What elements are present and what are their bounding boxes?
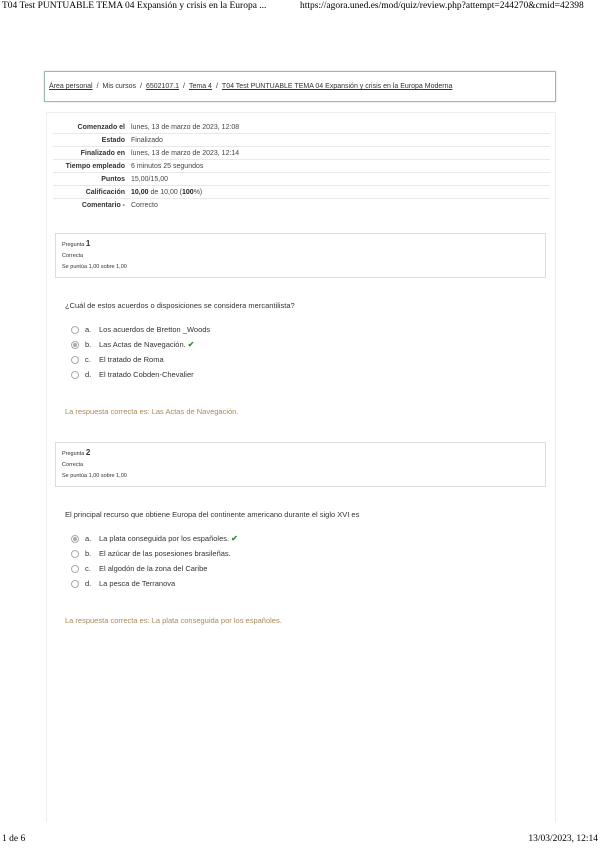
checkmark-icon: ✔ [231, 534, 238, 543]
summary-value: 6 minutos 25 segundos [131, 162, 204, 170]
summary-row-feedback [53, 199, 550, 212]
radio-button[interactable] [71, 550, 79, 558]
answer-option [71, 546, 238, 561]
breadcrumb-separator: / [215, 83, 218, 90]
summary-label: Comenzado el [77, 123, 125, 131]
radio-button[interactable] [71, 565, 79, 573]
radio-button-checked[interactable] [71, 341, 79, 349]
answer-list [71, 322, 210, 382]
option-text: Los acuerdos de Bretton _Woods [99, 325, 211, 334]
answer-list [71, 531, 238, 591]
question-number [62, 448, 539, 460]
summary-row-completed [53, 147, 550, 160]
quiz-review-content [46, 112, 556, 822]
answer-option [71, 367, 210, 382]
answer-option [71, 337, 210, 352]
breadcrumb-quiz-link[interactable]: T04 Test PUNTUABLE TEMA 04 Expansión y crisis en la Europa Moderna [221, 83, 453, 90]
question-label: Pregunta [62, 242, 85, 248]
summary-label: Calificación [85, 188, 125, 196]
breadcrumb-my-courses: Mis cursos [102, 83, 136, 90]
grade-out-of: de 10,00 ( [148, 188, 182, 196]
option-text: La pesca de Terranova [99, 579, 176, 588]
summary-label: Comentario - [81, 202, 125, 209]
radio-button[interactable] [71, 326, 79, 334]
option-letter: a. [85, 534, 92, 543]
summary-value: Correcto [131, 202, 158, 209]
grade-percent-suffix: %) [193, 188, 203, 196]
radio-dot [73, 343, 77, 347]
attempt-summary-table [53, 121, 550, 212]
radio-dot [73, 537, 77, 541]
summary-value: lunes, 13 de marzo de 2023, 12:08 [131, 123, 240, 131]
option-text: El algodón de la zona del Caribe [99, 564, 208, 573]
question-state: Correcta [62, 462, 84, 468]
question-grade: Se puntúa 1,00 sobre 1,00 [62, 264, 127, 270]
breadcrumb-home-link[interactable]: Área personal [49, 83, 93, 90]
summary-row-grade [53, 186, 550, 199]
option-text: El tratado Cobden-Chevalier [99, 370, 194, 379]
question-state: Correcta [62, 253, 84, 259]
summary-row-state [53, 134, 550, 147]
question-text: El principal recurso que obtiene Europa del continente americano durante el siglo XVI es [65, 510, 360, 519]
breadcrumb [44, 71, 556, 102]
summary-row-time-taken [53, 160, 550, 173]
option-text: El tratado de Roma [99, 355, 164, 364]
print-datetime: 13/03/2023, 12:14 [528, 834, 598, 844]
checkmark-icon: ✔ [187, 340, 195, 349]
option-letter: d. [85, 370, 92, 379]
summary-label: Tiempo empleado [65, 162, 125, 170]
summary-label: Estado [101, 136, 125, 144]
question-label: Pregunta [62, 451, 85, 457]
option-letter: c. [85, 355, 91, 364]
radio-button[interactable] [71, 580, 79, 588]
breadcrumb-separator: / [140, 83, 142, 90]
summary-row-started [53, 121, 550, 134]
option-letter: b. [85, 549, 92, 558]
summary-label: Finalizado en [80, 149, 125, 157]
answer-option [71, 576, 238, 591]
grade-percent: 100 [182, 188, 194, 196]
print-page-title: T04 Test PUNTUABLE TEMA 04 Expansión y crisis en la Europa ... [2, 1, 267, 11]
question-text: ¿Cuál de estos acuerdos o disposiciones se considera mercantilista? [65, 301, 295, 310]
question-number [62, 239, 539, 251]
question-number-value: 2 [85, 448, 91, 457]
answer-option [71, 352, 210, 367]
summary-value: lunes, 13 de marzo de 2023, 12:14 [131, 149, 240, 157]
option-text: La plata conseguida por los españoles. [99, 534, 230, 543]
summary-label: Puntos [101, 175, 125, 183]
summary-value: 15,00/15,00 [131, 175, 168, 183]
question-number-value: 1 [85, 239, 91, 248]
question-info-box [55, 442, 546, 487]
print-footer [0, 832, 600, 848]
summary-value [131, 189, 202, 196]
answer-option [71, 531, 238, 546]
breadcrumb-topic-link[interactable]: Tema 4 [189, 83, 212, 90]
correct-answer-feedback: La respuesta correcta es: La plata conseguida por los españoles. [65, 616, 282, 625]
option-letter: b. [85, 340, 92, 349]
breadcrumb-separator: / [96, 83, 99, 90]
option-letter: c. [85, 564, 91, 573]
answer-option [71, 561, 238, 576]
question-info-box [55, 233, 546, 278]
summary-row-points [53, 173, 550, 186]
summary-value: Finalizado [131, 136, 163, 144]
correct-answer-feedback: La respuesta correcta es: Las Actas de Navegación. [65, 407, 239, 416]
option-letter: d. [85, 579, 92, 588]
radio-button[interactable] [71, 371, 79, 379]
radio-button-checked[interactable] [71, 535, 79, 543]
question-grade: Se puntúa 1,00 sobre 1,00 [62, 473, 127, 479]
print-page-url: https://agora.uned.es/mod/quiz/review.php?attempt=244270&cmid=42398 [300, 1, 584, 11]
option-text: El azúcar de las posesiones brasileñas. [99, 549, 231, 558]
print-header [0, 0, 600, 16]
page-counter: 1 de 6 [2, 834, 26, 844]
radio-button[interactable] [71, 356, 79, 364]
answer-option [71, 322, 210, 337]
breadcrumb-course-link[interactable]: 6502107.1 [145, 83, 180, 90]
breadcrumb-separator: / [183, 83, 185, 90]
option-text: Las Actas de Navegación. [99, 340, 186, 349]
grade-score: 10,00 [131, 188, 149, 196]
option-letter: a. [85, 325, 92, 334]
